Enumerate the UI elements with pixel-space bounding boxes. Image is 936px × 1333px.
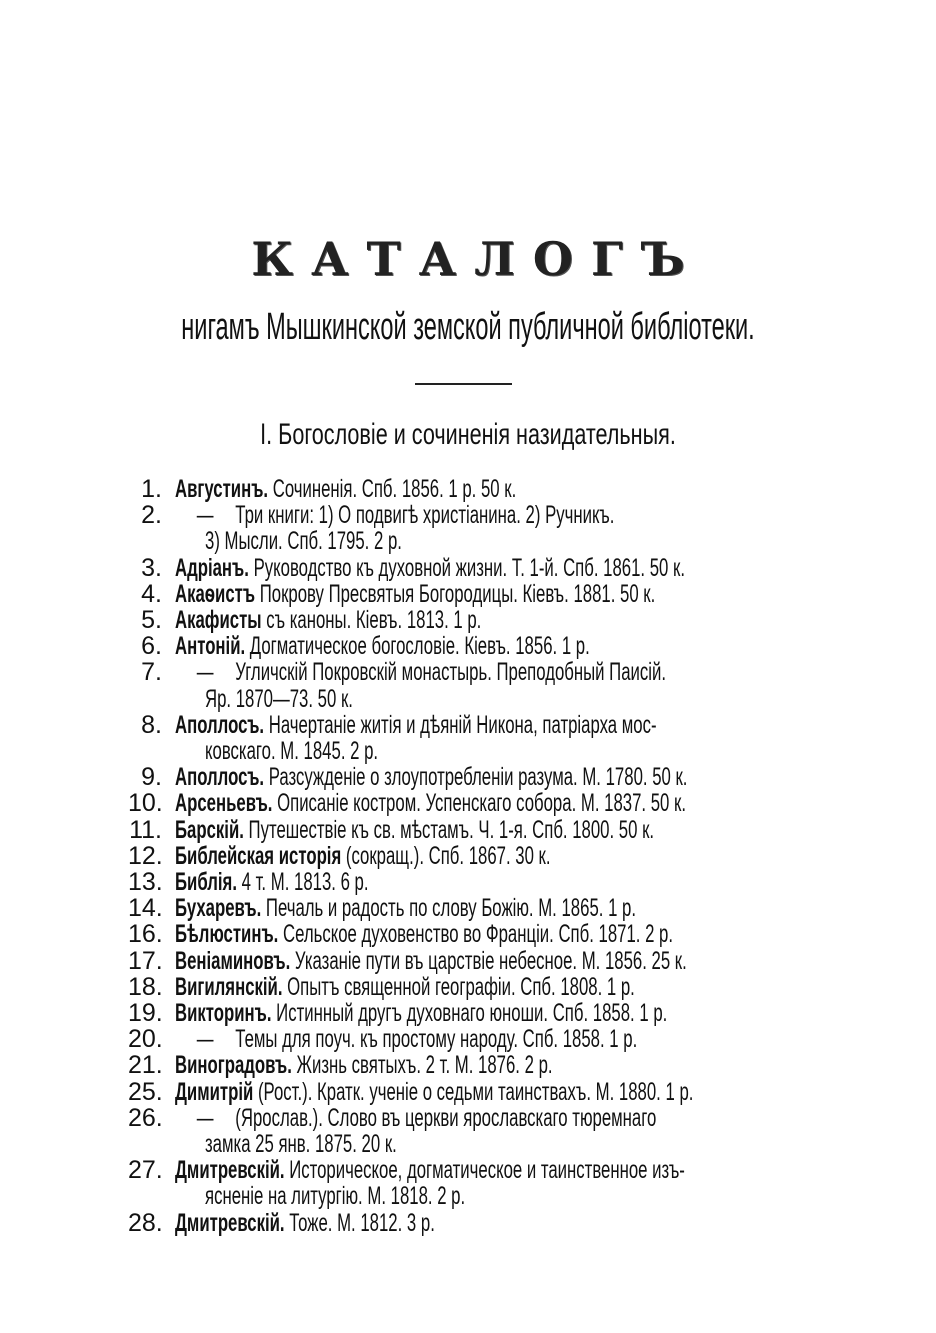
entry-description: (Рост.). Кратк. ученіе о седьми таинствахъ. М. 1880. 1 р. [253, 1077, 694, 1106]
entry-number: 2. [141, 501, 162, 530]
catalog-entry [0, 1105, 936, 1131]
entry-author: Викторинъ. [175, 999, 272, 1027]
entry-number: 8. [141, 710, 162, 739]
entry-author: Дмитревскій. [175, 1208, 285, 1237]
catalog-entry-continuation [0, 738, 936, 764]
entry-number: 26. [128, 1103, 163, 1132]
entry-description: Три книги: 1) О подвигѣ христіанина. 2) Ручникъ. [235, 501, 615, 530]
catalog-entry [0, 843, 936, 869]
entry-author: Виноградовъ. [175, 1051, 292, 1080]
entry-description: Догматическое богословіе. Кіевъ. 1856. 1 р. [245, 632, 590, 661]
entry-text [175, 1210, 818, 1236]
entry-number: 28. [128, 1208, 163, 1237]
entry-author: Бухаревъ. [175, 894, 262, 923]
entry-author: Веніаминовъ. [175, 946, 291, 975]
catalog-entry-continuation [0, 528, 936, 554]
entry-number: 14. [128, 894, 163, 923]
entry-text [175, 502, 818, 528]
entry-text [175, 633, 818, 659]
catalog-entry [0, 476, 936, 502]
entry-text [175, 1157, 818, 1183]
entry-author: Димитрій [175, 1077, 254, 1106]
entry-description: Разсужденіе о злоупотребленіи разума. М. 1780. 50 к. [264, 763, 688, 792]
entry-text [175, 1052, 818, 1078]
ditto-dash: — [196, 1103, 214, 1132]
entry-author: Вигилянскій. [175, 972, 283, 1001]
entry-number: 7. [141, 658, 162, 687]
entry-description: Указаніе пути въ царствіе небесное. М. 1856. 25 к. [290, 946, 687, 975]
entry-author: Аполлосъ. [175, 710, 265, 739]
catalog-entry-continuation [0, 1183, 936, 1209]
entry-author: Библейская исторія [175, 841, 342, 870]
entry-description: Угличскій Покровскій монастырь. Преподобный Паисій. [235, 658, 667, 687]
catalog-entry [0, 1026, 936, 1052]
entry-number: 12. [128, 841, 163, 870]
catalog-entry-continuation [0, 1131, 936, 1157]
catalog-entry [0, 502, 936, 528]
entry-text [175, 476, 818, 502]
entry-text [175, 659, 818, 685]
entry-description: (Ярослав.). Слово въ церкви ярославскаго тюремнаго [235, 1103, 657, 1132]
entry-text [175, 790, 818, 816]
entry-number: 20. [128, 1025, 163, 1054]
entry-author: Библія. [175, 868, 237, 896]
page-title: КАТАЛОГЪ [251, 232, 703, 286]
entry-text [175, 555, 818, 581]
catalog-entry-continuation [0, 686, 936, 712]
entry-description: 4 т. М. 1813. 6 р. [236, 868, 369, 896]
entry-continuation-text: ковскаго. М. 1845. 2 р. [205, 737, 379, 765]
entry-continuation-text: ясненіе на литургію. М. 1818. 2 р. [205, 1182, 466, 1211]
entry-author: Аполлосъ. [175, 763, 265, 792]
entry-number: 18. [128, 972, 163, 1001]
entry-number: 25. [128, 1077, 163, 1106]
ditto-dash: — [196, 658, 214, 687]
entry-number: 27. [128, 1156, 163, 1185]
entry-text [175, 974, 818, 1000]
divider [415, 383, 512, 385]
entry-text [175, 921, 818, 947]
entry-author: Бѣлюстинъ. [175, 920, 279, 949]
entry-text [175, 1000, 818, 1026]
entry-text [175, 581, 818, 607]
entry-number: 3. [141, 553, 162, 582]
entry-text [175, 1105, 818, 1131]
entry-author: Антоній. [175, 632, 246, 661]
entry-number: 19. [128, 999, 163, 1027]
entry-text [175, 1026, 818, 1052]
entry-number: 4. [141, 579, 162, 608]
entry-author: Арсеньевъ. [175, 789, 273, 818]
entry-description: Историческое, догматическое и таинственное изъ- [284, 1156, 685, 1185]
entry-text [175, 712, 818, 738]
catalog-entry [0, 1079, 936, 1105]
entry-description: (сокращ.). Спб. 1867. 30 к. [341, 841, 551, 870]
entry-continuation-text: 3) Мысли. Спб. 1795. 2 р. [205, 527, 402, 556]
entry-description: Печаль и радость по слову Божію. М. 1865. 1 р. [261, 894, 637, 923]
catalog-entry [0, 790, 936, 816]
catalog-entry [0, 712, 936, 738]
page-subtitle: нигамъ Мышкинской земской публичной библіотеки. [181, 306, 755, 348]
entry-text [175, 1079, 818, 1105]
entry-text [175, 607, 818, 633]
entry-description: Путешествіе къ св. мѣстамъ. Ч. 1-я. Спб. 1800. 50 к. [243, 815, 655, 844]
entry-text [175, 764, 818, 790]
entry-author: Дмитревскій. [175, 1156, 285, 1185]
entry-description: Жизнь святыхъ. 2 т. М. 1876. 2 р. [291, 1051, 553, 1080]
entry-text [175, 817, 818, 843]
catalog-entry [0, 633, 936, 659]
entry-description: Сельское духовенство во Франціи. Спб. 1871. 2 р. [278, 920, 674, 949]
entry-number: 11. [129, 815, 162, 844]
entry-author: Августинъ. [175, 475, 269, 503]
catalog-entry [0, 764, 936, 790]
entry-text [175, 843, 818, 869]
entry-description: Опытъ священной географіи. Спб. 1808. 1 р. [282, 972, 635, 1001]
entry-text [175, 869, 818, 895]
entry-author: Акафисты [175, 606, 262, 634]
catalog-entry [0, 1052, 936, 1078]
catalog-entry [0, 555, 936, 581]
entry-description: Начертаніе житія и дѣяній Никона, патріарха мос- [264, 710, 657, 739]
entry-text [175, 895, 818, 921]
catalog-entry [0, 581, 936, 607]
catalog-entry [0, 1157, 936, 1183]
entry-description: съ каноны. Кіевъ. 1813. 1 р. [261, 606, 482, 634]
entry-description: Темы для поуч. къ простому народу. Спб. 1858. 1 р. [235, 1025, 638, 1054]
entry-number: 9. [141, 763, 162, 792]
ditto-dash: — [196, 501, 214, 530]
entry-description: Истинный другъ духовнаго юноши. Спб. 1858. 1 р. [271, 999, 668, 1027]
section-heading: I. Богословіе и сочиненія назидательныя. [260, 418, 676, 451]
entry-description: Описаніе костром. Успенскаго собора. М. 1837. 50 к. [272, 789, 686, 818]
entry-number: 5. [141, 606, 162, 634]
catalog-entry [0, 895, 936, 921]
catalog-entry [0, 948, 936, 974]
entry-number: 13. [128, 868, 163, 896]
entry-continuation-text: Яр. 1870—73. 50 к. [205, 684, 353, 713]
catalog-entry [0, 659, 936, 685]
ditto-dash: — [196, 1025, 214, 1054]
catalog-entry [0, 607, 936, 633]
entry-number: 16. [128, 920, 163, 949]
entry-description: Тоже. М. 1812. 3 р. [284, 1208, 435, 1237]
entry-description: Руководство къ духовной жизни. Т. 1-й. Спб. 1861. 50 к. [248, 553, 685, 582]
entry-text [175, 948, 818, 974]
entry-author: Барскій. [175, 815, 244, 844]
entry-description: Покрову Пресвятыя Богородицы. Кіевъ. 1881. 50 к. [255, 579, 656, 608]
catalog-entry [0, 974, 936, 1000]
catalog-entry [0, 921, 936, 947]
entry-number: 17. [128, 946, 163, 975]
entry-description: Сочиненія. Спб. 1856. 1 р. 50 к. [268, 475, 517, 503]
entry-author: Акаѳистъ [175, 579, 256, 608]
entry-number: 1. [141, 475, 162, 503]
catalog-entry [0, 869, 936, 895]
entry-number: 6. [141, 632, 162, 661]
catalog-entry [0, 817, 936, 843]
entry-number: 21. [128, 1051, 163, 1080]
catalog-entry [0, 1000, 936, 1026]
entry-number: 10. [128, 789, 163, 818]
entry-author: Адріанъ. [175, 553, 249, 582]
entry-continuation-text: замка 25 янв. 1875. 20 к. [205, 1130, 397, 1158]
catalog-entry [0, 1210, 936, 1236]
